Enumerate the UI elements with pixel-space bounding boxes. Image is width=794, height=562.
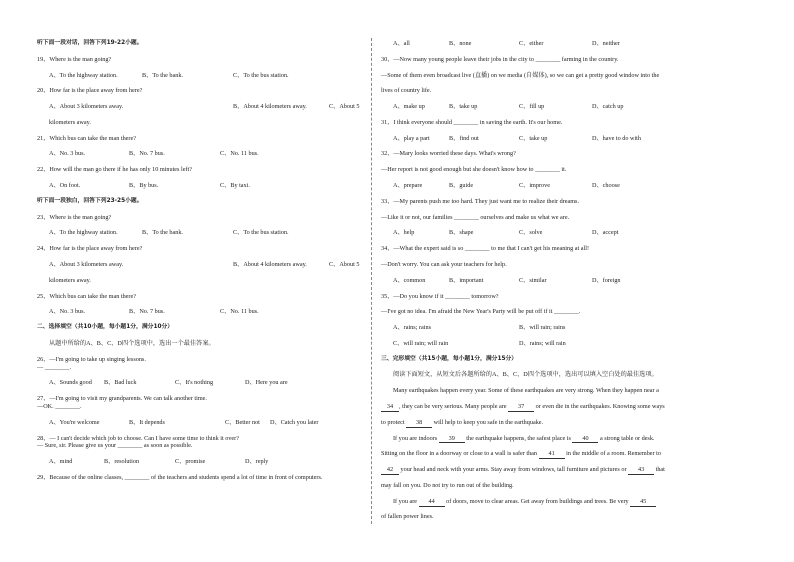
part-title: 二、选择填空（共10小题，每小题1分，满分10分） bbox=[37, 324, 174, 331]
question-stem: 32、—Mary looks worried these days. What's wrong? bbox=[381, 150, 516, 158]
passage-text: of doors, move to clear areas. Get away from buildings and trees. Be very bbox=[444, 497, 631, 505]
option[interactable]: A、About 3 kilometers away. bbox=[49, 103, 124, 111]
option[interactable]: B、About 4 kilometers away. bbox=[233, 260, 307, 268]
option[interactable]: B、To the bank. bbox=[142, 71, 183, 79]
question-reply: —OK. ________. bbox=[37, 402, 82, 410]
passage-text: will help to keep you safe in the earthquake. bbox=[432, 418, 544, 426]
passage-text: If you are indoors bbox=[393, 434, 439, 442]
question-reply: — ________. bbox=[37, 363, 72, 371]
column-divider bbox=[371, 38, 372, 524]
option[interactable]: B、take up bbox=[449, 103, 478, 111]
option[interactable]: A、To the highway station. bbox=[49, 71, 118, 79]
option[interactable]: B、guide bbox=[449, 182, 474, 190]
passage-line bbox=[381, 403, 711, 411]
question-stem: 31、I think everyone should ________ in saving the earth. It's our home. bbox=[381, 118, 563, 126]
options-row bbox=[381, 40, 711, 48]
part-title: 三、完形填空（共15小题，每小题1分，满分15分） bbox=[381, 355, 518, 362]
options-row bbox=[381, 277, 711, 285]
options-row bbox=[37, 379, 367, 387]
option[interactable]: B、shape bbox=[449, 229, 474, 237]
question-stem: 35、—Do you know if it ________ tomorrow? bbox=[381, 292, 499, 300]
option[interactable]: C、solve bbox=[519, 229, 543, 237]
options-row bbox=[381, 229, 711, 237]
option[interactable]: B、About 4 kilometers away. bbox=[233, 103, 307, 111]
options-row bbox=[37, 261, 367, 269]
option[interactable]: C、About 5 bbox=[329, 260, 360, 268]
options-row bbox=[37, 229, 367, 237]
option[interactable]: A、make up bbox=[393, 103, 425, 111]
options-row bbox=[37, 103, 367, 111]
options-row bbox=[37, 150, 367, 158]
passage-line bbox=[381, 435, 711, 443]
question-reply: —Some of them even broadcast live (直播) on we media (自媒体), so we can get a pretty good window into the bbox=[381, 71, 660, 79]
question-stem: 30、—Now many young people leave their jobs in the city to ________ farming in the country. bbox=[381, 55, 619, 63]
option[interactable]: C、improve bbox=[519, 182, 550, 190]
options-row bbox=[37, 72, 367, 80]
option[interactable]: C、will rain; will rain bbox=[393, 339, 449, 347]
options-row bbox=[37, 419, 367, 427]
passage-line bbox=[381, 498, 711, 506]
passage-line: Many earthquakes happen every year. Some of these earthquakes are very strong. When they happen near a bbox=[393, 387, 659, 395]
blank-40[interactable]: 40 bbox=[572, 435, 598, 444]
option[interactable]: C、It's nothing bbox=[175, 379, 214, 387]
option-continuation: kilometers away. bbox=[49, 276, 91, 284]
question-stem: 19、Where is the man going? bbox=[37, 55, 112, 63]
option[interactable]: D、Here you are bbox=[245, 379, 288, 387]
option[interactable]: C、promise bbox=[175, 458, 206, 466]
question-stem: 34、—What the expert said is so ________ to me that I can't get his meaning at all! bbox=[381, 245, 590, 253]
blank-41[interactable]: 41 bbox=[539, 450, 565, 459]
passage-text: that bbox=[654, 466, 665, 474]
option[interactable]: C、To the bus station. bbox=[233, 229, 289, 237]
option[interactable]: A、mind bbox=[49, 458, 73, 466]
passage-text: or even die in the earthquakes. Knowing some ways bbox=[534, 402, 665, 410]
option[interactable]: A、Sounds good bbox=[49, 379, 92, 387]
options-row bbox=[381, 340, 711, 348]
passage-line bbox=[381, 450, 711, 458]
passage-text: If you are bbox=[393, 497, 419, 505]
option[interactable]: C、By taxi. bbox=[220, 182, 250, 190]
option[interactable]: D、accept bbox=[592, 229, 619, 237]
blank-43[interactable]: 43 bbox=[628, 466, 654, 475]
option[interactable]: C、take up bbox=[519, 134, 548, 142]
option[interactable]: B、find out bbox=[449, 134, 479, 142]
passage-text: your head and neck with your arms. Stay away from windows, tall furniture and pictures or bbox=[399, 466, 629, 474]
option[interactable]: B、By bus. bbox=[129, 182, 159, 190]
blank-42[interactable]: 42 bbox=[381, 466, 399, 475]
option[interactable]: C、No. 11 bus. bbox=[220, 308, 259, 316]
option[interactable]: A、prepare bbox=[393, 182, 423, 190]
question-stem: 29、Because of the online classes, ________ of the teachers and students spend a lot of time in front of computers. bbox=[37, 473, 323, 481]
question-stem: 28、— I can't decide which job to choose. Can I have some time to think it over? bbox=[37, 434, 239, 442]
question-reply: —I've got no idea. I'm afraid the New Year's Party will be put off if it ________. bbox=[381, 308, 581, 316]
option[interactable]: D、rains; will rain bbox=[519, 339, 566, 347]
option[interactable]: A、About 3 kilometers away. bbox=[49, 260, 124, 268]
option-continuation: kilometers away. bbox=[49, 118, 91, 126]
option[interactable]: D、have to do with bbox=[592, 134, 641, 142]
option[interactable]: A、No. 3 bus. bbox=[49, 308, 86, 316]
question-stem: 21、Which bus can take the man there? bbox=[37, 134, 136, 142]
option[interactable]: D、Catch you later bbox=[270, 418, 319, 426]
question-stem: 23、Where is the man going? bbox=[37, 213, 112, 221]
passage-text: , they can be very serious. Many people are bbox=[399, 402, 509, 410]
option[interactable]: A、To the highway station. bbox=[49, 229, 118, 237]
option[interactable]: A、On foot. bbox=[49, 182, 81, 190]
options-row bbox=[37, 182, 367, 190]
passage-line: of fallen power lines. bbox=[381, 513, 434, 521]
option[interactable]: C、No. 11 bus. bbox=[220, 150, 259, 158]
right-column bbox=[381, 40, 711, 521]
blank-37[interactable]: 37 bbox=[508, 403, 534, 412]
blank-44[interactable]: 44 bbox=[419, 498, 445, 507]
passage-line bbox=[381, 419, 711, 427]
options-row bbox=[381, 103, 711, 111]
passage-text: a strong table or desk. bbox=[598, 434, 655, 442]
option[interactable]: B、resolution bbox=[104, 458, 140, 466]
blank-38[interactable]: 38 bbox=[406, 419, 432, 428]
question-reply: —Her report is not good enough but she doesn't know how to ________ it. bbox=[381, 166, 567, 174]
question-stem: 22、How will the man go there if he has only 10 minutes left? bbox=[37, 166, 192, 174]
passage-text: Sitting on the floor in a doorway or close to a wall is safer than bbox=[381, 450, 539, 458]
option[interactable]: D、foreign bbox=[592, 276, 621, 284]
question-stem: 26、—I'm going to take up singing lessons. bbox=[37, 355, 146, 363]
passage-text: to protect bbox=[381, 418, 407, 426]
blank-39[interactable]: 39 bbox=[439, 435, 465, 444]
question-stem: 33、—My parents push me too hard. They just want me to realize their dreams. bbox=[381, 197, 580, 205]
question-stem: 27、—I'm going to visit my grandparents. We can talk another time. bbox=[37, 395, 207, 403]
passage-line bbox=[381, 466, 711, 474]
option[interactable]: A、common bbox=[393, 276, 426, 284]
listening-section-header: 听下面一段独白，回答下列23-25小题。 bbox=[37, 197, 143, 204]
option[interactable]: C、About 5 bbox=[329, 103, 360, 111]
question-reply: lives of country life. bbox=[381, 87, 432, 95]
option[interactable]: B、To the bank. bbox=[142, 229, 183, 237]
option[interactable]: C、fill up bbox=[519, 103, 545, 111]
option[interactable]: A、You're welcome bbox=[49, 418, 100, 426]
blank-34[interactable]: 34 bbox=[381, 403, 399, 412]
option[interactable]: C、Better not bbox=[225, 418, 260, 426]
option[interactable]: C、similar bbox=[519, 276, 547, 284]
option[interactable]: C、To the bus station. bbox=[233, 71, 289, 79]
option[interactable]: D、choose bbox=[592, 182, 620, 190]
options-row bbox=[381, 182, 711, 190]
option[interactable]: B、It depends bbox=[129, 418, 165, 426]
question-stem: 20、How far is the place away from here? bbox=[37, 87, 143, 95]
passage-text: in the middle of a room. Remember to bbox=[564, 450, 661, 458]
option[interactable]: B、No. 7 bus. bbox=[129, 308, 165, 316]
question-stem: 24、How far is the place away from here? bbox=[37, 245, 143, 253]
option[interactable]: B、important bbox=[449, 276, 484, 284]
part-instructions: 从题中所给的A、B、C、D四个选项中，选出一个最佳答案。 bbox=[49, 339, 215, 347]
question-reply: — Sure, sir. Please give us your ________ as soon as possible. bbox=[37, 442, 193, 450]
question-reply: —Like it or not, our families ________ ourselves and make us what we are. bbox=[381, 213, 570, 221]
option[interactable]: A、No. 3 bus. bbox=[49, 150, 86, 158]
option[interactable]: A、help bbox=[393, 229, 415, 237]
left-column bbox=[37, 40, 367, 482]
options-row bbox=[37, 458, 367, 466]
option[interactable]: B、will rain; rains bbox=[519, 324, 566, 332]
option[interactable]: A、play a part bbox=[393, 134, 430, 142]
option[interactable]: B、none bbox=[449, 40, 472, 47]
option[interactable]: B、No. 7 bus. bbox=[129, 150, 165, 158]
option[interactable]: C、either bbox=[519, 40, 544, 47]
options-row bbox=[381, 135, 711, 143]
option[interactable]: D、neither bbox=[592, 40, 620, 47]
blank-45[interactable]: 45 bbox=[630, 498, 656, 507]
question-stem: 25、Which bus can take the man there? bbox=[37, 292, 136, 300]
question-reply: —Don't worry. You can ask your teachers for help. bbox=[381, 260, 507, 268]
option[interactable]: B、Bad luck bbox=[104, 379, 137, 387]
passage-line: may fall on you. Do not try to run out of the building. bbox=[381, 481, 514, 489]
option[interactable]: D、catch up bbox=[592, 103, 624, 111]
listening-section-header: 听下面一段对话，回答下列19-22小题。 bbox=[37, 40, 143, 46]
option[interactable]: D、reply bbox=[245, 458, 269, 466]
options-row bbox=[37, 308, 367, 316]
option[interactable]: A、all bbox=[393, 40, 410, 47]
part-instructions: 阅读下面短文，从短文后各题所给的A、B、C、D四个选项中，选出可以填入空白处的最佳选项。 bbox=[393, 371, 658, 379]
passage-text: the earthquake happens, the safest place is bbox=[464, 434, 573, 442]
options-row bbox=[381, 324, 711, 332]
option[interactable]: A、rains; rains bbox=[393, 324, 431, 332]
